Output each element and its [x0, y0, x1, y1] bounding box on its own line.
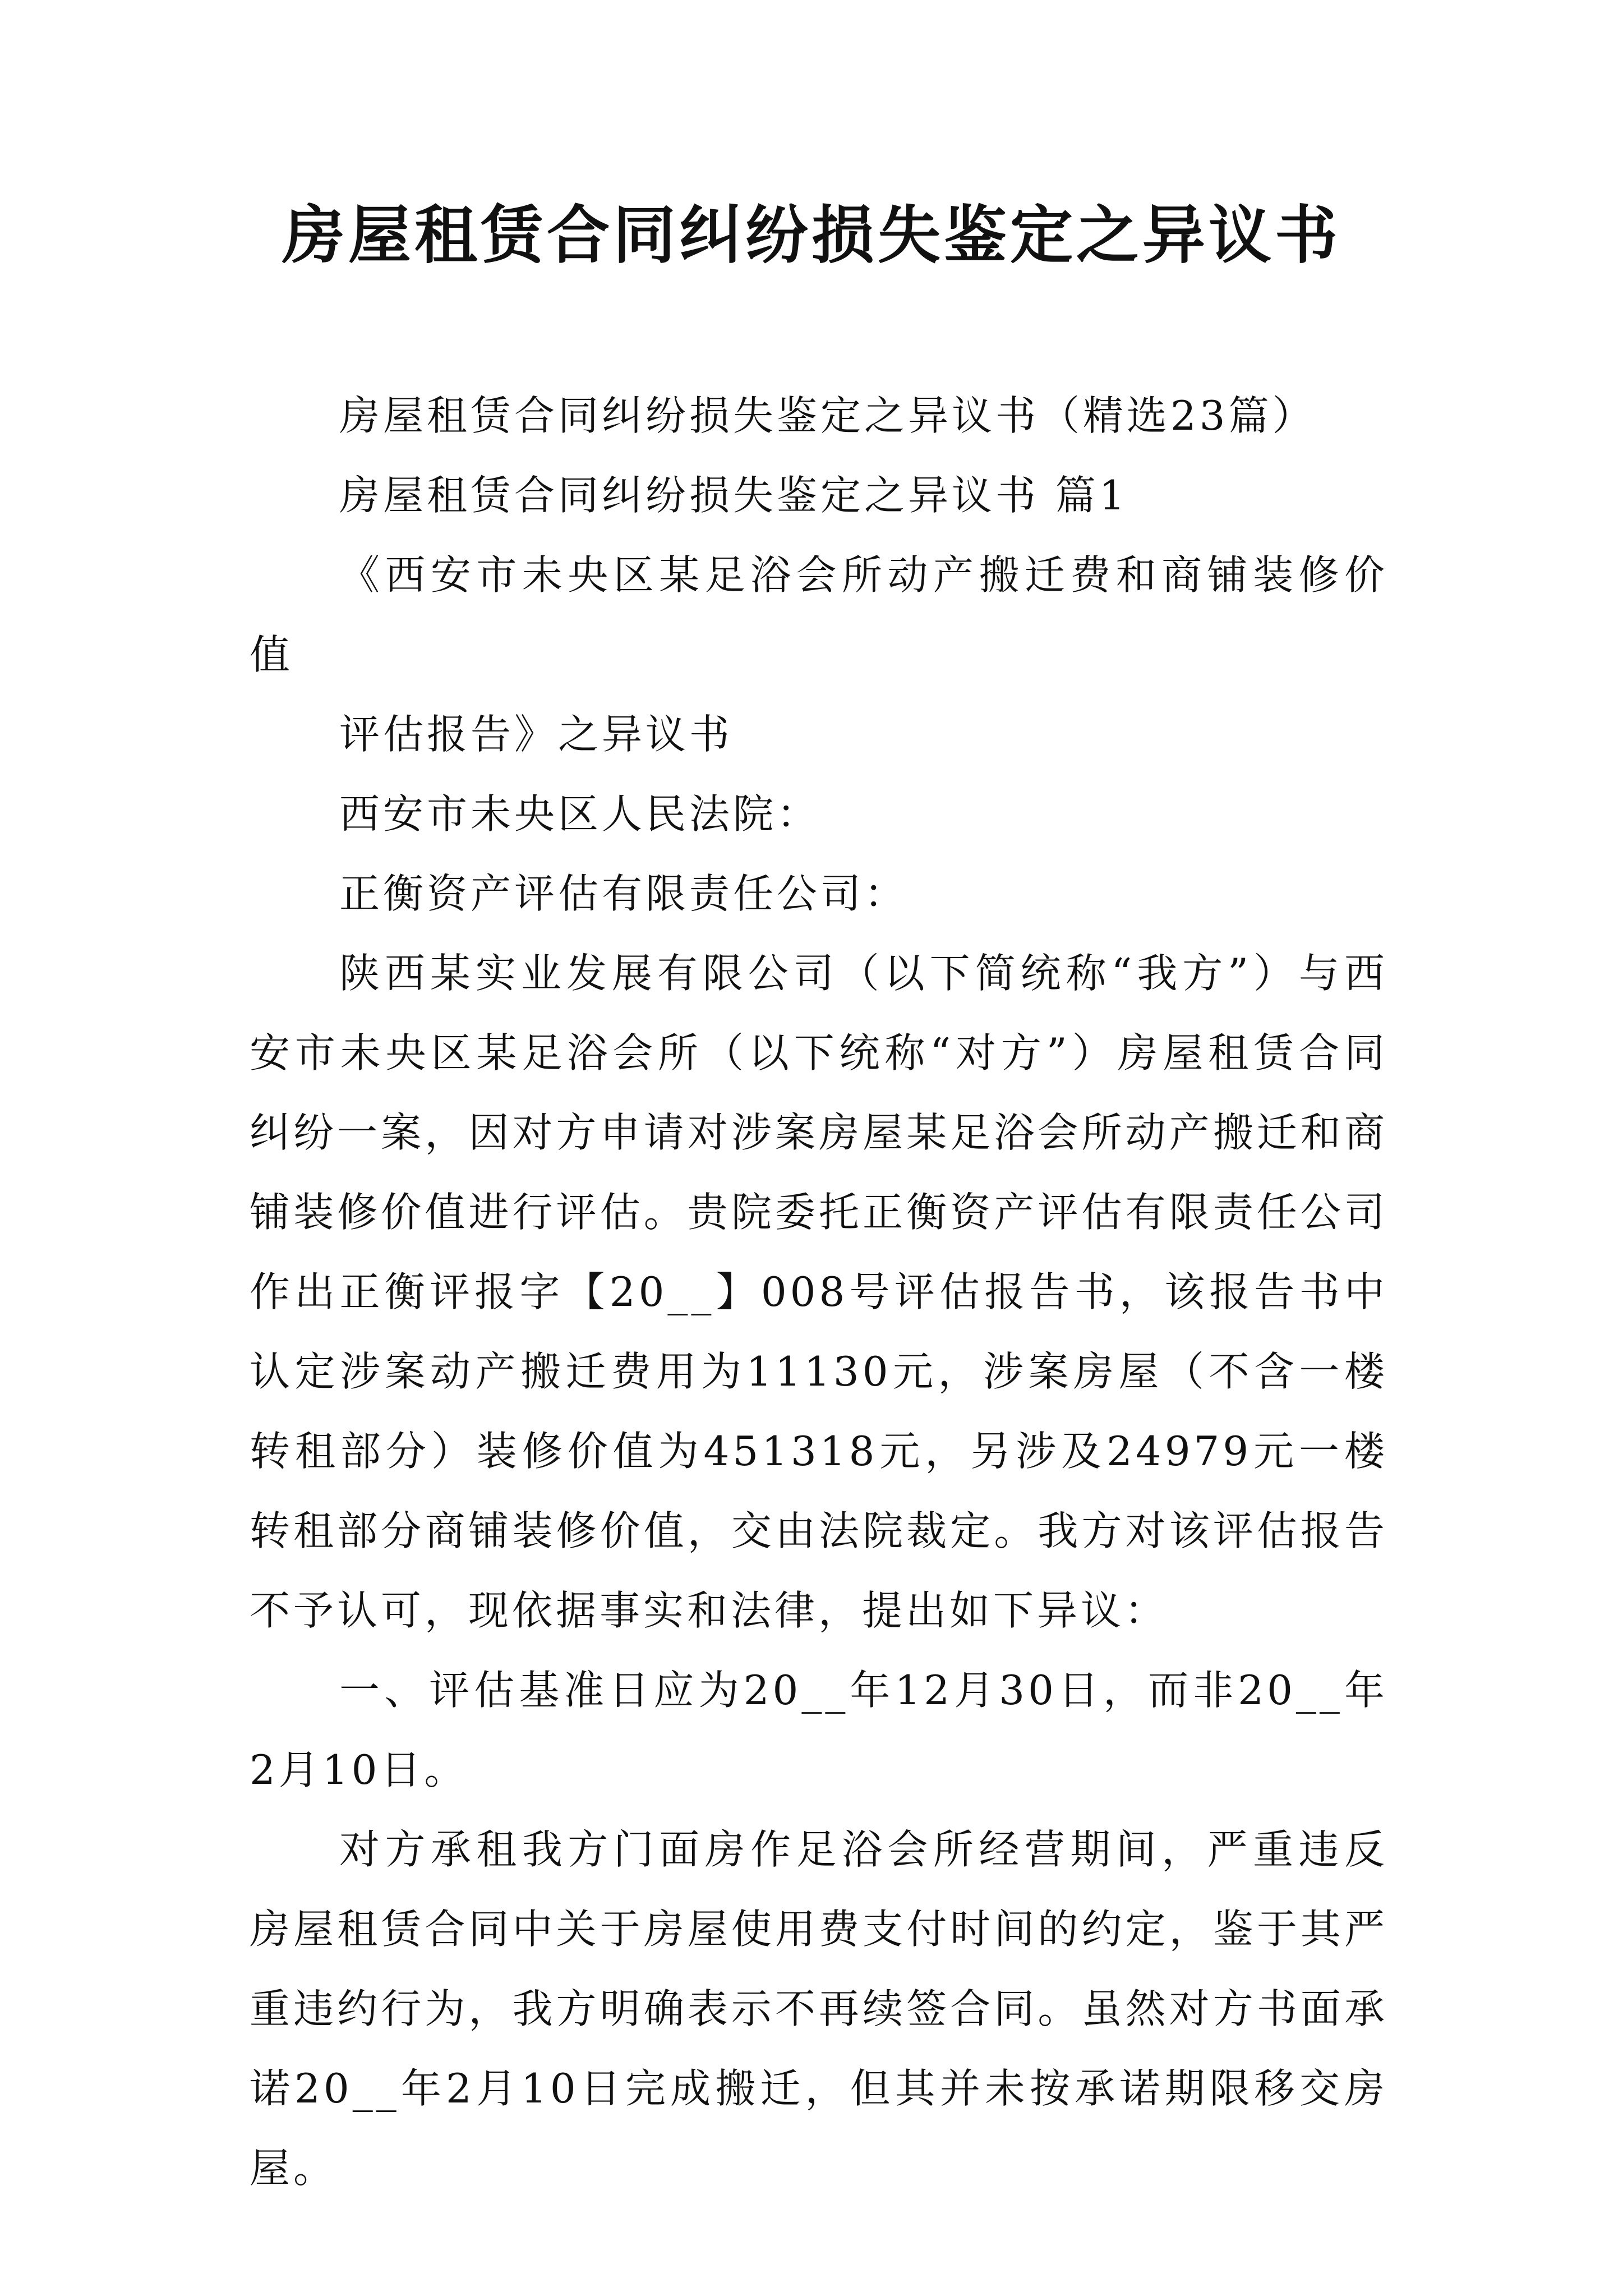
document-body — [250, 376, 1388, 2208]
paragraph-addressee-court: 西安市未央区人民法院： — [339, 790, 821, 838]
paragraph-body-intro: 陕西某实业发展有限公司（以下简统称“我方”）与西安市未央区某足浴会所（以下统称“对方”）房屋租赁合同纠纷一案，因对方申请对涉案房屋某足浴会所动产搬迁和商铺装修价值进行评估。贵院委托正衡资产评估有限责任公司作出正衡评报字【20__】008号评估报告书，该报告书中认定涉案动产搬迁费用为11130元，涉案房屋（不含一楼转租部分）装修价值为451318元，另涉及24979元一楼转租部分商铺装修价值，交由法院裁定。我方对该评估报告不予认可，现依据事实和法律，提出如下异议： — [250, 950, 1388, 1634]
paragraph-report-title-cont: 评估报告》之异议书 — [339, 711, 734, 758]
paragraph-addressee-company: 正衡资产评估有限责任公司： — [339, 870, 909, 917]
paragraph-section-heading: 房屋租赁合同纠纷损失鉴定之异议书 篇1 — [339, 472, 1128, 519]
paragraph-body-facts: 对方承租我方门面房作足浴会所经营期间，严重违反房屋租赁合同中关于房屋使用费支付时间的约定，鉴于其严重违约行为，我方明确表示不再续签合同。虽然对方书面承诺20__年2月10日完成搬迁，但其并未按承诺期限移交房屋。 — [250, 1826, 1388, 2192]
paragraph-objection-one: 一、评估基准日应为20__年12月30日，而非20__年2月10日。 — [250, 1667, 1388, 1793]
paragraph-report-title: 《西安市未央区某足浴会所动产搬迁费和商铺装修价值 — [250, 551, 1388, 678]
document-title: 房屋租赁合同纠纷损失鉴定之异议书 — [282, 199, 1341, 272]
paragraph-subtitle: 房屋租赁合同纠纷损失鉴定之异议书（精选23篇） — [339, 392, 1316, 439]
